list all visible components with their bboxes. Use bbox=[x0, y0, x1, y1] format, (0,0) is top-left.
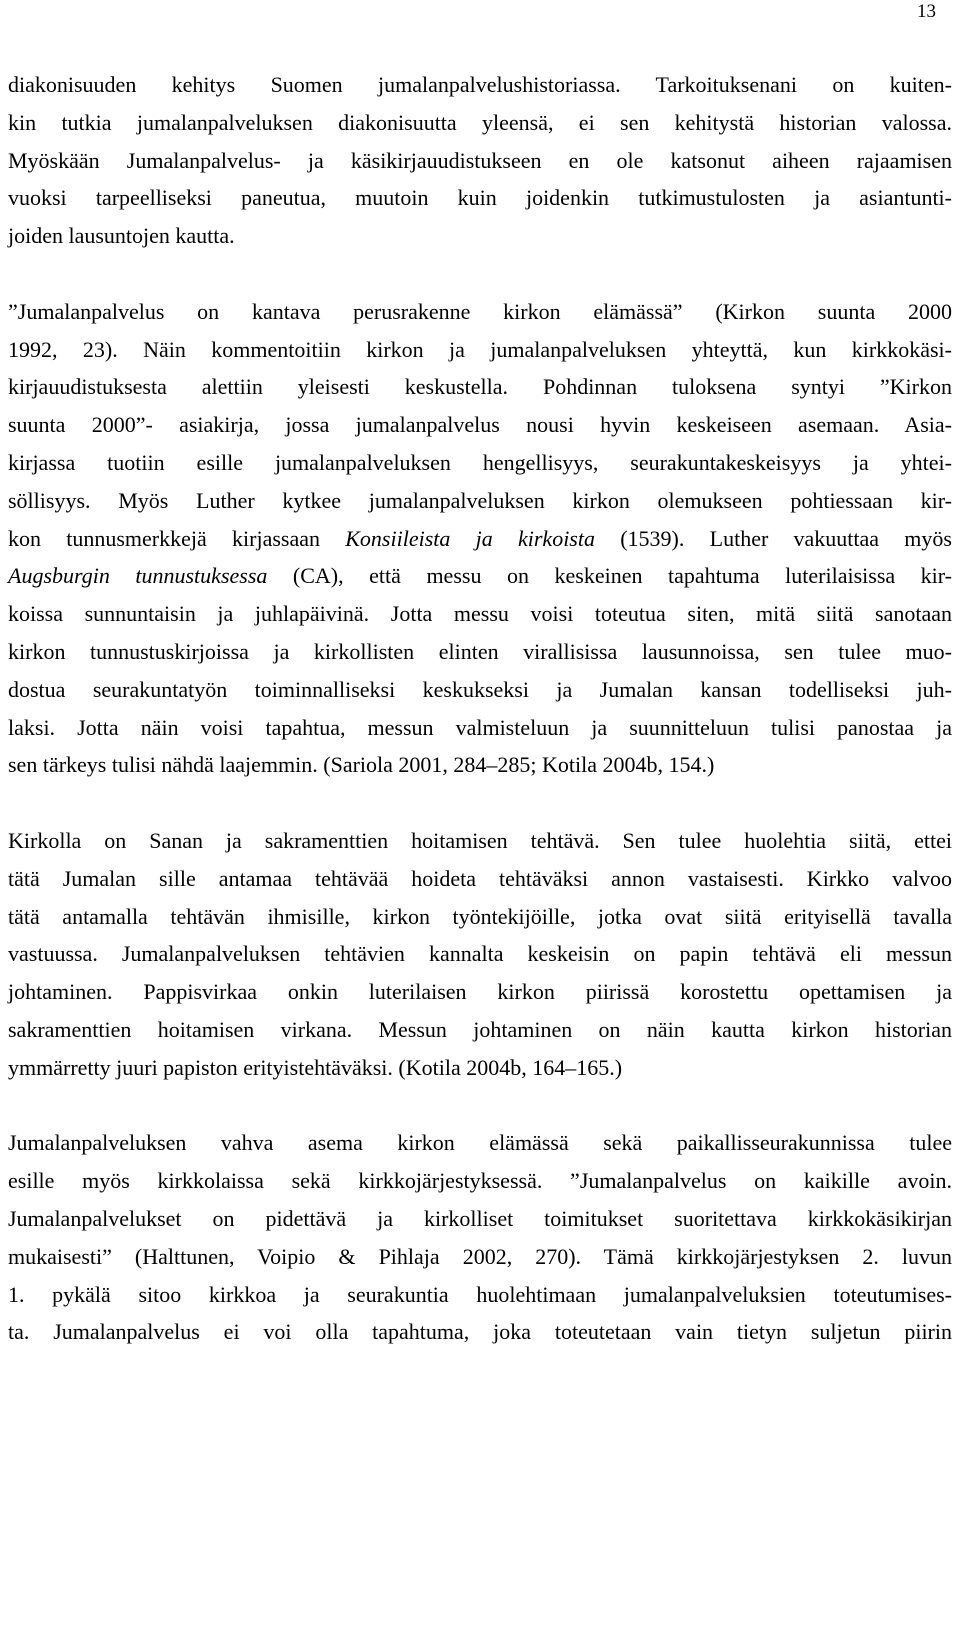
book-title: Konsiileista ja kirkoista bbox=[345, 525, 595, 551]
text-line: vastuussa. Jumalanpalveluksen tehtävien kannalta keskeisin on papin tehtävä eli messun bbox=[8, 941, 952, 967]
text-line: tätä Jumalan sille antamaa tehtävää hoideta tehtäväksi annon vastaisesti. Kirkko valvoo bbox=[8, 865, 952, 891]
text-line: ymmärretty juuri papiston erityistehtäväksi. (Kotila 2004b, 164–165.) bbox=[8, 1054, 623, 1080]
text-line: kirjauudistuksesta alettiin yleisesti keskustella. Pohdinnan tuloksena syntyi ”Kirkon bbox=[8, 374, 952, 400]
page-number: 13 bbox=[917, 1, 936, 22]
text-line: kirkon tunnustuskirjoissa ja kirkollisten elinten virallisissa lausunnoissa, sen tulee muo- bbox=[8, 638, 952, 664]
text-line bbox=[8, 557, 952, 595]
paragraph-1 bbox=[8, 66, 952, 255]
text-line: 1. pykälä sitoo kirkkoa ja seurakuntia huolehtimaan jumalanpalveluksien toteutumises- bbox=[8, 1281, 952, 1307]
text-line: Myöskään Jumalanpalvelus- ja käsikirjauudistukseen en ole katsonut aiheen rajaamisen bbox=[8, 147, 952, 173]
text-line: esille myös kirkkolaissa sekä kirkkojärjestyksessä. ”Jumalanpalvelus on kaikille avoin. bbox=[8, 1168, 952, 1194]
text-line: Jumalanpalvelukset on pidettävä ja kirkolliset toimitukset suoritettava kirkkokäsikirjan bbox=[8, 1205, 952, 1231]
text-run: kon tunnusmerkkejä kirjassaan bbox=[8, 525, 346, 551]
text-line: kin tutkia jumalanpalveluksen diakonisuutta yleensä, ei sen kehitystä historian valossa. bbox=[8, 109, 952, 135]
text-line: mukaisesti” (Halttunen, Voipio & Pihlaja 2002, 270). Tämä kirkkojärjestyksen 2. luvun bbox=[8, 1243, 952, 1269]
book-title: Augsburgin tunnustuksessa bbox=[8, 563, 268, 589]
text-run: (1539). Luther vakuuttaa myös bbox=[594, 525, 952, 551]
text-line bbox=[8, 520, 952, 558]
text-line: tätä antamalla tehtävän ihmisille, kirkon työntekijöille, jotka ovat siitä erityisellä tavalla bbox=[8, 903, 952, 929]
text-line: 1992, 23). Näin kommentoitiin kirkon ja jumalanpalveluksen yhteyttä, kun kirkkokäsi- bbox=[8, 336, 952, 362]
text-line: Kirkolla on Sanan ja sakramenttien hoitamisen tehtävä. Sen tulee huolehtia siitä, ettei bbox=[8, 827, 952, 853]
text-line: laksi. Jotta näin voisi tapahtua, messun valmisteluun ja suunnitteluun tulisi panostaa ja bbox=[8, 714, 952, 740]
text-line: dostua seurakuntatyön toiminnalliseksi keskukseksi ja Jumalan kansan todelliseksi juh- bbox=[8, 676, 952, 702]
text-line: diakonisuuden kehitys Suomen jumalanpalvelushistoriassa. Tarkoituksenani on kuiten- bbox=[8, 72, 952, 97]
text-line: johtaminen. Pappisvirkaa onkin luterilaisen kirkon piirissä korostettu opettamisen ja bbox=[8, 979, 952, 1005]
text-line: söllisyys. Myös Luther kytkee jumalanpalveluksen kirkon olemukseen pohtiessaan kir- bbox=[8, 487, 952, 513]
text-line: joiden lausuntojen kautta. bbox=[8, 223, 235, 249]
text-run: (CA), että messu on keskeinen tapahtuma luterilaisissa kir- bbox=[267, 563, 952, 589]
text-line: kirjassa tuotiin esille jumalanpalveluksen hengellisyys, seurakuntakeskeisyys ja yhtei- bbox=[8, 449, 952, 475]
text-line: ta. Jumalanpalvelus ei voi olla tapahtuma, joka toteutetaan vain tietyn suljetun piirin bbox=[8, 1319, 952, 1345]
text-line: vuoksi tarpeelliseksi paneutua, muutoin kuin joidenkin tutkimustulosten ja asiantunti- bbox=[8, 185, 952, 211]
paragraph-2 bbox=[8, 293, 952, 784]
text-line: koissa sunnuntaisin ja juhlapäivinä. Jotta messu voisi toteutua siten, mitä siitä sanotaan bbox=[8, 601, 952, 627]
text-line: Jumalanpalveluksen vahva asema kirkon elämässä sekä paikallisseurakunnissa tulee bbox=[8, 1130, 952, 1156]
paragraph-3 bbox=[8, 822, 952, 1087]
text-line: suunta 2000”- asiakirja, jossa jumalanpalvelus nousi hyvin keskeiseen asemaan. Asia- bbox=[8, 412, 952, 438]
document-body bbox=[8, 66, 952, 1351]
text-line: ”Jumalanpalvelus on kantava perusrakenne kirkon elämässä” (Kirkon suunta 2000 bbox=[8, 298, 952, 324]
text-line: sen tärkeys tulisi nähdä laajemmin. (Sariola 2001, 284–285; Kotila 2004b, 154.) bbox=[8, 752, 715, 778]
text-line: sakramenttien hoitamisen virkana. Messun johtaminen on näin kautta kirkon historian bbox=[8, 1016, 952, 1042]
paragraph-4 bbox=[8, 1124, 952, 1351]
